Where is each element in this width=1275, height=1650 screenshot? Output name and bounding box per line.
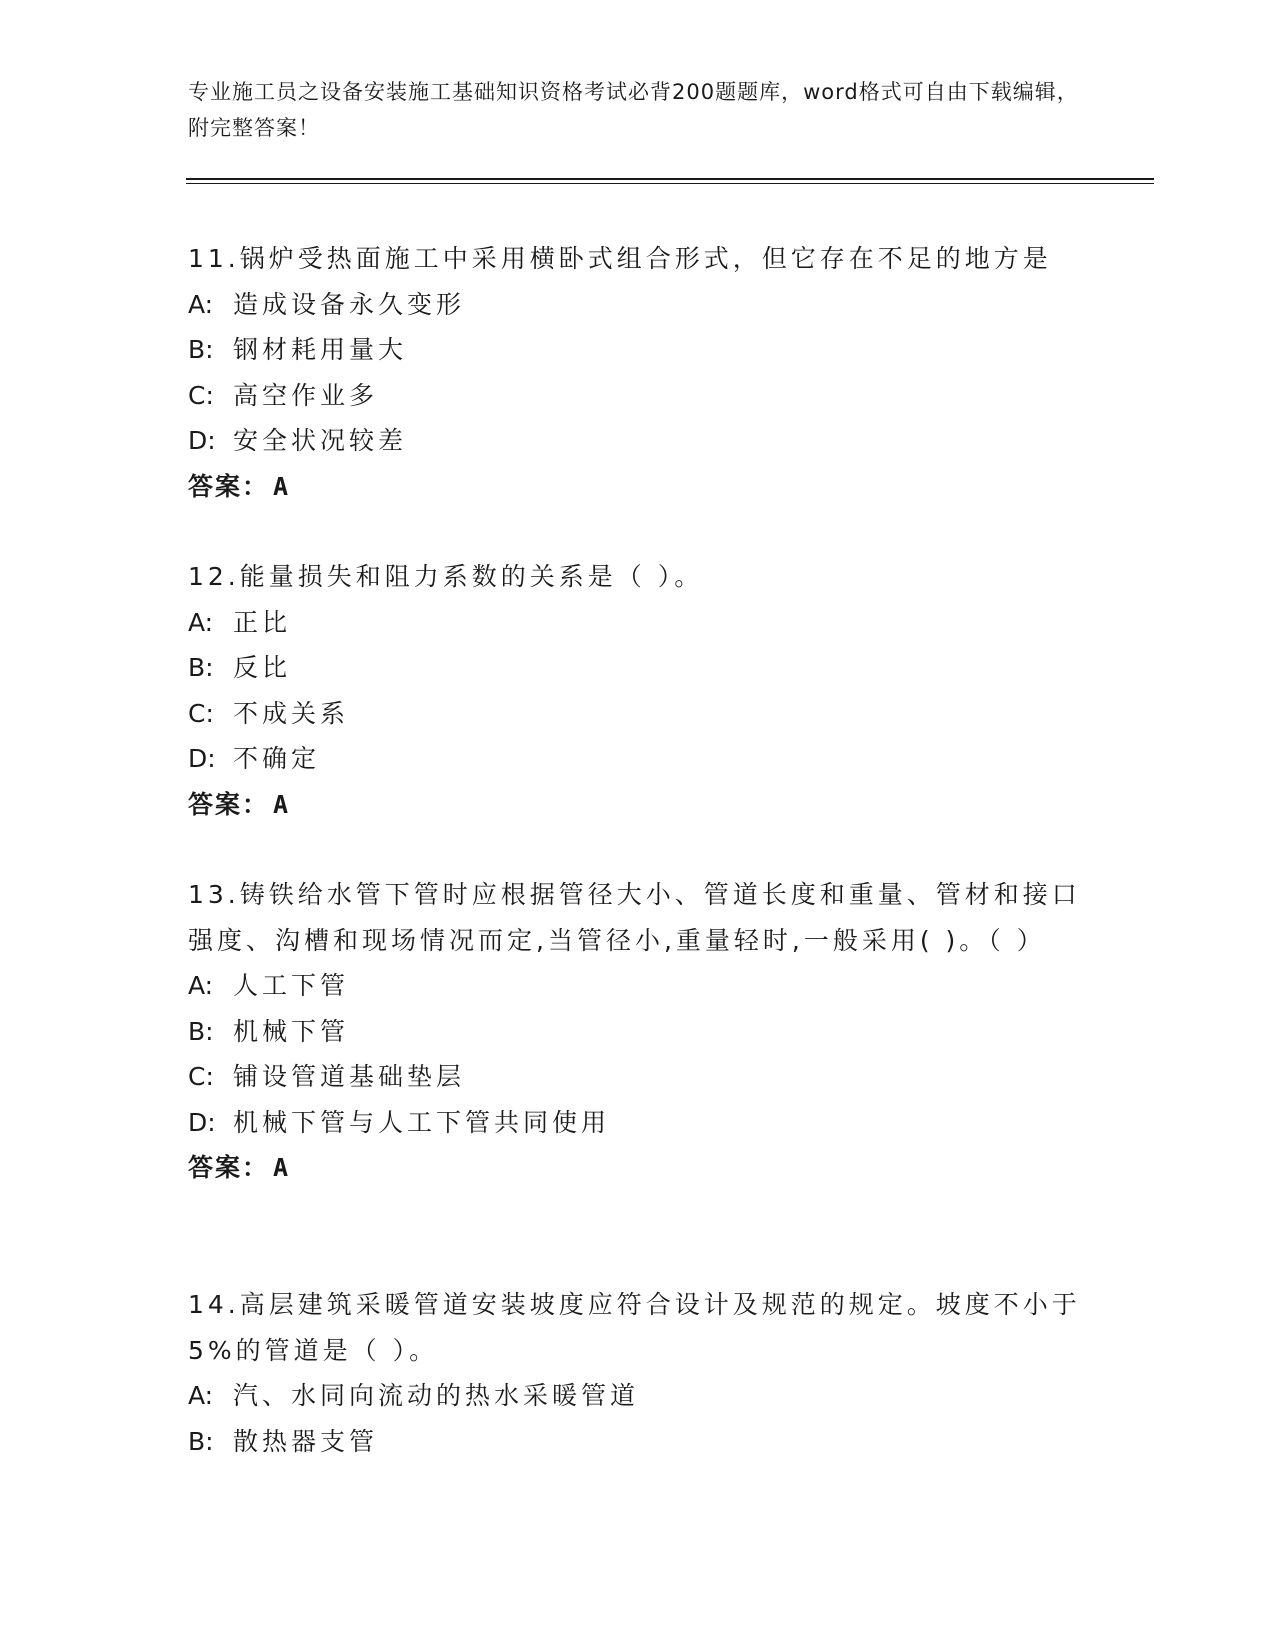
option-b bbox=[188, 1419, 1088, 1465]
answer-value: A bbox=[273, 789, 289, 819]
option-a bbox=[188, 282, 1088, 328]
option-text: 机械下管 bbox=[233, 1016, 350, 1046]
question-11 bbox=[188, 236, 1088, 509]
option-a bbox=[188, 963, 1088, 1009]
question-stem: 12.能量损失和阻力系数的关系是（ ）。 bbox=[188, 562, 704, 591]
option-key: A: bbox=[188, 1381, 214, 1410]
option-d bbox=[188, 736, 1088, 782]
header-divider-thick bbox=[186, 178, 1154, 180]
option-a bbox=[188, 600, 1088, 646]
answer-label: 答案： bbox=[188, 789, 270, 819]
option-key: D: bbox=[188, 426, 216, 455]
option-text: 钢材耗用量大 bbox=[233, 335, 408, 364]
answer-value: A bbox=[273, 471, 289, 501]
option-key: C: bbox=[188, 698, 214, 728]
option-key: A: bbox=[188, 971, 214, 1000]
answer-value: A bbox=[273, 1153, 289, 1182]
option-d bbox=[188, 418, 1088, 464]
option-key: A: bbox=[188, 607, 214, 637]
option-key: B: bbox=[188, 335, 214, 364]
question-13 bbox=[188, 872, 1088, 1191]
answer-label: 答案： bbox=[188, 1153, 270, 1182]
option-key: D: bbox=[188, 744, 216, 773]
question-14 bbox=[188, 1282, 1088, 1464]
answer-line bbox=[188, 1145, 1088, 1191]
option-text: 不成关系 bbox=[233, 698, 350, 728]
option-c bbox=[188, 691, 1088, 737]
option-text: 反比 bbox=[233, 653, 292, 682]
option-b bbox=[188, 327, 1088, 373]
question-stem: 14.高层建筑采暖管道安装坡度应符合设计及规范的规定。坡度不小于5%的管道是（ ）。 bbox=[188, 1290, 1081, 1365]
option-c bbox=[188, 1054, 1088, 1100]
question-12 bbox=[188, 554, 1088, 827]
option-b bbox=[188, 1009, 1088, 1055]
option-key: D: bbox=[188, 1107, 216, 1137]
option-key: C: bbox=[188, 1062, 214, 1091]
answer-line bbox=[188, 464, 1088, 510]
option-text: 高空作业多 bbox=[233, 380, 379, 410]
option-key: B: bbox=[188, 1426, 214, 1456]
option-key: B: bbox=[188, 653, 214, 682]
option-b bbox=[188, 645, 1088, 691]
option-text: 不确定 bbox=[233, 744, 321, 773]
option-text: 机械下管与人工下管共同使用 bbox=[233, 1107, 611, 1137]
question-stem: 11.锅炉受热面施工中采用横卧式组合形式，但它存在不足的地方是 bbox=[188, 244, 1052, 273]
option-d bbox=[188, 1100, 1088, 1146]
answer-label: 答案： bbox=[188, 471, 270, 501]
question-stem: 13.铸铁给水管下管时应根据管径大小、管道长度和重量、管材和接口强度、沟槽和现场情况而定,当管径小,重量轻时,一般采用( )。（ ） bbox=[188, 880, 1081, 955]
document-header: 专业施工员之设备安装施工基础知识资格考试必背200题题库，word格式可自由下载编辑，附完整答案！ bbox=[188, 80, 1079, 140]
option-key: C: bbox=[188, 380, 214, 410]
option-key: A: bbox=[188, 289, 214, 319]
option-text: 人工下管 bbox=[233, 971, 350, 1000]
option-text: 造成设备永久变形 bbox=[233, 289, 466, 319]
option-a bbox=[188, 1373, 1088, 1419]
option-text: 散热器支管 bbox=[233, 1426, 379, 1456]
option-c bbox=[188, 373, 1088, 419]
option-key: B: bbox=[188, 1016, 214, 1046]
answer-line bbox=[188, 782, 1088, 828]
option-text: 铺设管道基础垫层 bbox=[233, 1062, 466, 1091]
header-divider-thin bbox=[186, 183, 1154, 184]
option-text: 正比 bbox=[233, 607, 292, 637]
option-text: 安全状况较差 bbox=[233, 426, 408, 455]
option-text: 汽、水同向流动的热水采暖管道 bbox=[233, 1381, 640, 1410]
